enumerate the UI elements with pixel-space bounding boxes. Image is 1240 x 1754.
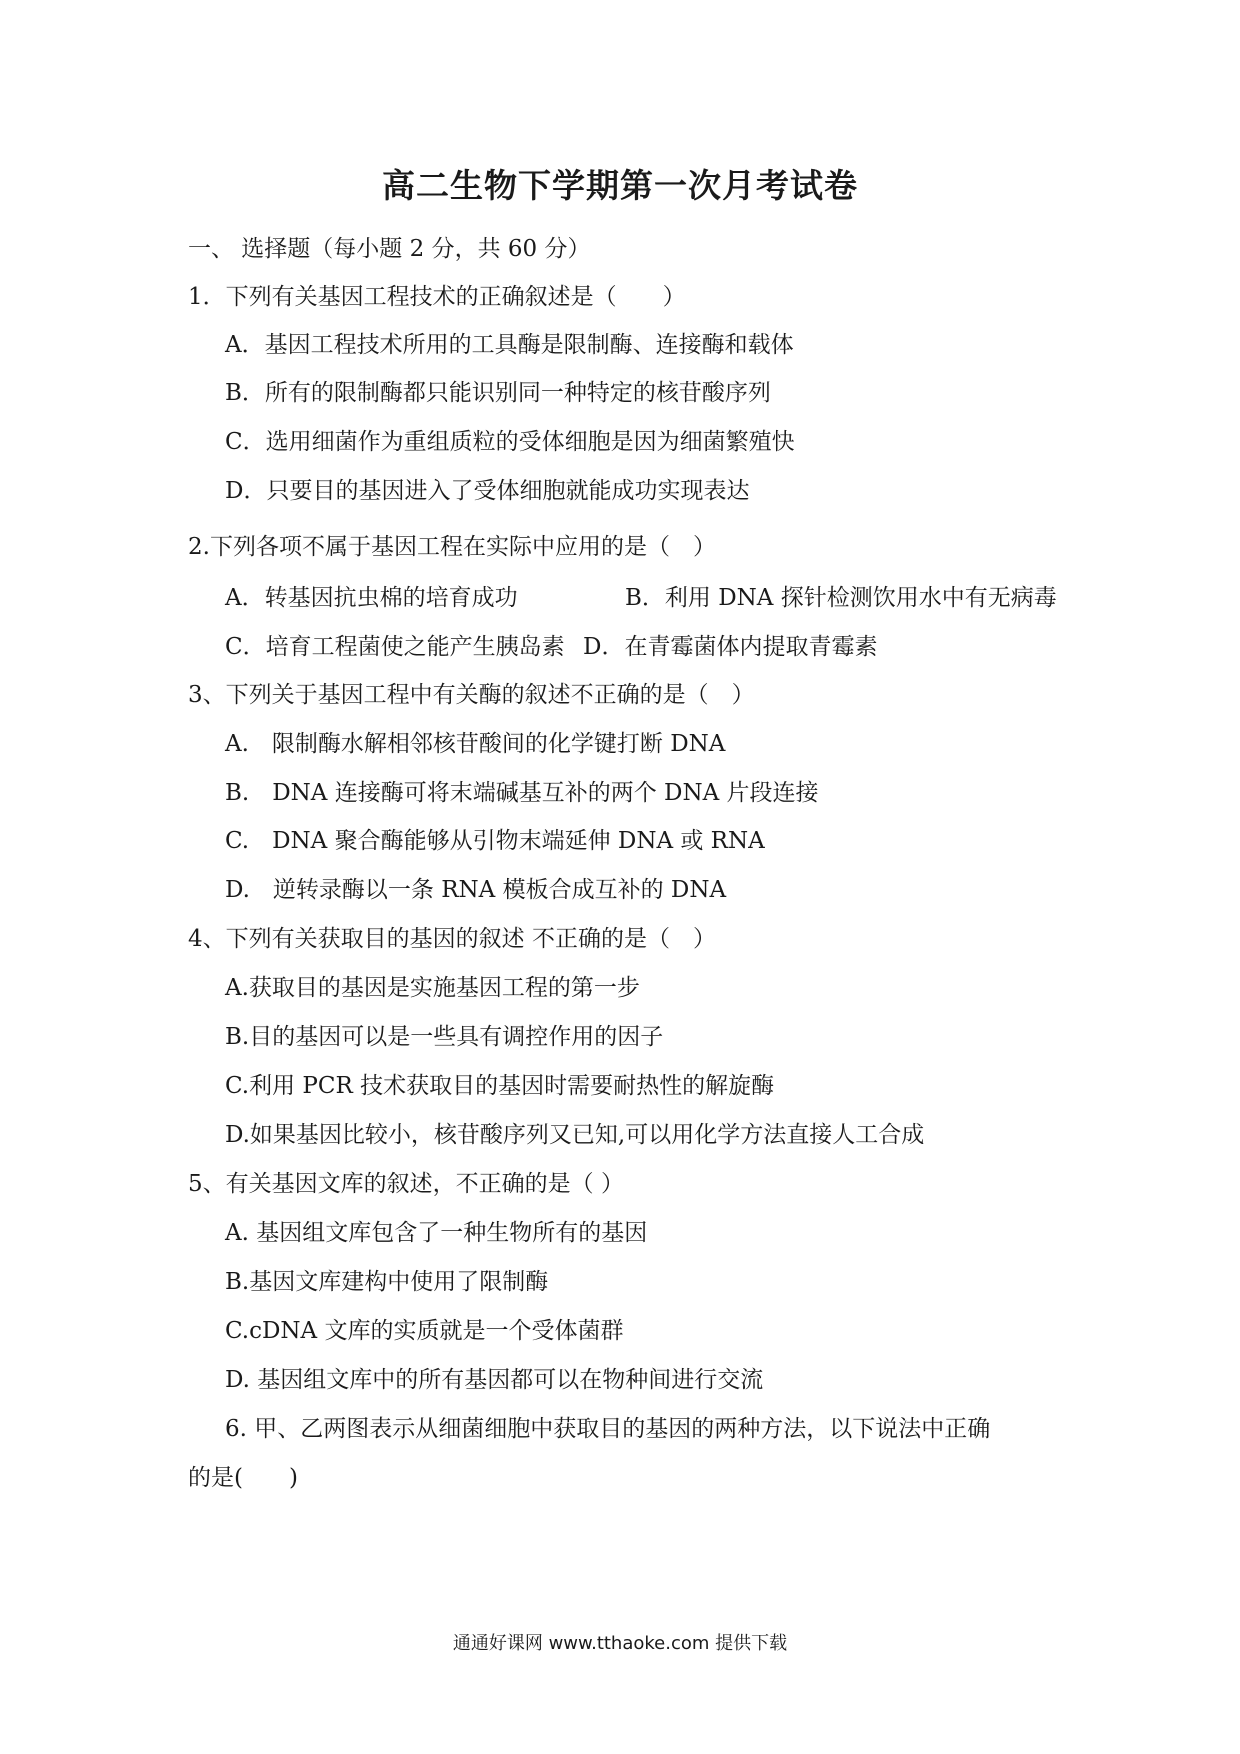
- question-5-option-a: A. 基因组文库包含了一种生物所有的基因: [225, 1220, 648, 1246]
- question-4-stem: 4、下列有关获取目的基因的叙述 不正确的是（ ）: [188, 926, 716, 952]
- question-1-option-b: B．所有的限制酶都只能识别同一种特定的核苷酸序列: [225, 380, 771, 406]
- question-5-option-c: C.cDNA 文库的实质就是一个受体菌群: [225, 1318, 624, 1344]
- question-2-option-b: B．利用 DNA 探针检测饮用水中有无病毒: [625, 585, 1057, 611]
- question-5-option-d: D. 基因组文库中的所有基因都可以在物种间进行交流: [225, 1367, 764, 1393]
- question-4-option-a: A.获取目的基因是实施基因工程的第一步: [225, 975, 640, 1001]
- question-3-option-a: A. 限制酶水解相邻核苷酸间的化学键打断 DNA: [225, 731, 726, 757]
- question-3-option-b: B. DNA 连接酶可将末端碱基互补的两个 DNA 片段连接: [225, 780, 819, 806]
- question-6-stem-line-2: 的是( ): [188, 1465, 298, 1491]
- question-2-option-a: A．转基因抗虫棉的培育成功: [225, 585, 518, 611]
- page-footer: 通通好课网 www.tthaoke.com 提供下载: [452, 1633, 788, 1654]
- question-4-option-b: B.目的基因可以是一些具有调控作用的因子: [225, 1024, 664, 1050]
- question-1-stem: 1．下列有关基因工程技术的正确叙述是（ ）: [188, 284, 686, 310]
- question-4-option-c: C.利用 PCR 技术获取目的基因时需要耐热性的解旋酶: [225, 1073, 775, 1099]
- question-3-option-d: D. 逆转录酶以一条 RNA 模板合成互补的 DNA: [225, 877, 727, 903]
- question-2-stem: 2.下列各项不属于基因工程在实际中应用的是（ ）: [188, 534, 716, 560]
- question-3-stem: 3、下列关于基因工程中有关酶的叙述不正确的是（ ）: [188, 682, 755, 708]
- question-3-option-c: C. DNA 聚合酶能够从引物末端延伸 DNA 或 RNA: [225, 828, 765, 854]
- question-5-option-b: B.基因文库建构中使用了限制酶: [225, 1269, 549, 1295]
- question-5-stem: 5、有关基因文库的叙述，不正确的是（ ）: [188, 1171, 624, 1197]
- question-1-option-c: C．选用细菌作为重组质粒的受体细胞是因为细菌繁殖快: [225, 429, 795, 455]
- question-2-option-c: C．培育工程菌使之能产生胰岛素: [225, 634, 565, 660]
- question-4-option-d: D.如果基因比较小，核苷酸序列又已知,可以用化学方法直接人工合成: [225, 1122, 925, 1148]
- page-title: 高二生物下学期第一次月考试卷: [382, 166, 858, 205]
- question-2-option-d: D．在青霉菌体内提取青霉素: [583, 634, 878, 660]
- section-heading: 一、 选择题（每小题 2 分，共 60 分）: [188, 236, 591, 262]
- question-6-stem-line-1: 6. 甲、乙两图表示从细菌细胞中获取目的基因的两种方法，以下说法中正确: [225, 1416, 991, 1442]
- question-1-option-d: D．只要目的基因进入了受体细胞就能成功实现表达: [225, 478, 750, 504]
- question-1-option-a: A．基因工程技术所用的工具酶是限制酶、连接酶和载体: [225, 332, 794, 358]
